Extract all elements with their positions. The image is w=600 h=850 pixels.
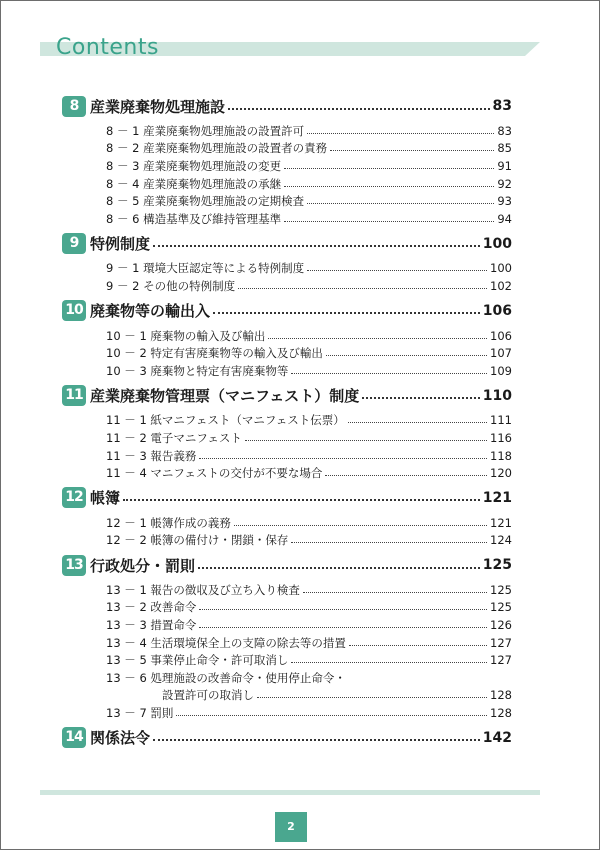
section-number: 8 － 4: [106, 176, 140, 191]
section-entry[interactable]: [62, 447, 512, 465]
section-page: 126: [490, 618, 512, 633]
leader-dots: [348, 421, 487, 423]
chapter-page: 110: [482, 387, 512, 404]
section-title: 事業停止命令・許可取消し: [150, 653, 289, 668]
section-number: 10 － 3: [106, 363, 147, 378]
section-page: 128: [490, 688, 512, 703]
chapter-page: 125: [482, 557, 512, 574]
section-title: 措置命令: [150, 618, 197, 633]
section-title: 産業廃棄物処理施設の承継: [143, 176, 282, 191]
section-entry[interactable]: [62, 532, 512, 550]
chapter-entry[interactable]: [62, 549, 512, 581]
leader-dots: [199, 457, 487, 459]
section-page: 91: [497, 158, 512, 173]
section-number: 9 － 2: [106, 278, 140, 293]
section-page: 100: [490, 261, 512, 276]
chapter-title: 特例制度: [90, 235, 151, 254]
chapter-title: 関係法令: [90, 729, 151, 748]
section-entry[interactable]: [62, 362, 512, 380]
section-title: 帳簿の備付け・閉鎖・保存: [150, 533, 289, 548]
section-entry[interactable]: [62, 344, 512, 362]
section-entry[interactable]: [62, 210, 512, 228]
section-title: 罰則: [150, 706, 174, 721]
section-page: 85: [497, 141, 512, 156]
leader-dots: [291, 372, 487, 374]
chapter-page: 83: [492, 98, 512, 114]
section-page: 125: [490, 582, 512, 597]
section-entry[interactable]: [62, 599, 512, 617]
section-entry[interactable]: [62, 634, 512, 652]
section-entry[interactable]: [62, 157, 512, 175]
section-entry[interactable]: [62, 192, 512, 210]
leader-dots: [307, 202, 494, 204]
section-entry[interactable]: [62, 277, 512, 295]
leader-dots: [268, 337, 487, 339]
section-number: 10 － 1: [106, 328, 147, 343]
section-number: 8 － 2: [106, 141, 140, 156]
section-page: 93: [497, 194, 512, 209]
chapter-number-badge: 8: [62, 96, 86, 117]
section-number: 12 － 1: [106, 515, 147, 530]
chapter-title: 産業廃棄物管理票（マニフェスト）制度: [90, 387, 360, 406]
section-page: 127: [490, 653, 512, 668]
leader-dots: [153, 244, 480, 247]
section-entry[interactable]: [62, 581, 512, 599]
leader-dots: [228, 107, 490, 110]
section-page: 92: [497, 176, 512, 191]
section-title: マニフェストの交付が不要な場合: [150, 466, 323, 481]
section-number: 12 － 2: [106, 533, 147, 548]
chapter-number-badge: 14: [62, 727, 86, 748]
leader-dots: [325, 474, 487, 476]
section-page: 94: [497, 211, 512, 226]
leader-dots: [198, 566, 480, 569]
section-title: 設置許可の取消し: [162, 688, 254, 703]
section-page: 111: [490, 413, 512, 428]
footer-band: [40, 790, 540, 795]
section-title: 紙マニフェスト（マニフェスト伝票）: [150, 413, 345, 428]
section-number: 8 － 6: [106, 211, 140, 226]
chapter-entry[interactable]: [62, 90, 512, 122]
section-page: 107: [490, 346, 512, 361]
section-title: 帳簿作成の義務: [150, 515, 231, 530]
section-number: 13 － 7: [106, 706, 147, 721]
section-entry[interactable]: [62, 140, 512, 158]
section-number: 9 － 1: [106, 261, 140, 276]
chapter-title: 産業廃棄物処理施設: [90, 97, 226, 116]
section-entry[interactable]: [62, 464, 512, 482]
leader-dots: [284, 167, 494, 169]
page-title: Contents: [56, 35, 159, 60]
chapter-number-badge: 9: [62, 233, 86, 254]
section-title: 生活環境保全上の支障の除去等の措置: [150, 635, 346, 650]
chapter-number-badge: 13: [62, 555, 86, 576]
leader-dots: [349, 644, 487, 646]
leader-dots: [330, 149, 494, 151]
section-title: 報告の徴収及び立ち入り検査: [150, 582, 300, 597]
section-title: 特定有害廃棄物等の輸入及び輸出: [150, 346, 323, 361]
page-number: 2: [275, 812, 307, 842]
section-title: 産業廃棄物処理施設の設置者の責務: [143, 141, 328, 156]
leader-dots: [257, 696, 487, 698]
section-number: 8 － 5: [106, 194, 140, 209]
section-title: 環境大臣認定等による特例制度: [143, 261, 305, 276]
section-entry[interactable]: [62, 327, 512, 345]
section-title: その他の特例制度: [143, 278, 236, 293]
section-number: 11 － 1: [106, 413, 147, 428]
section-entry[interactable]: [62, 687, 512, 705]
section-title: 産業廃棄物処理施設の設置許可: [143, 123, 305, 138]
leader-dots: [362, 396, 480, 399]
section-page: 124: [490, 533, 512, 548]
section-number: 13 － 3: [106, 618, 147, 633]
chapter-title: 廃棄物等の輸出入: [90, 302, 211, 321]
section-page: 120: [490, 466, 512, 481]
section-title: 構造基準及び維持管理基準: [143, 211, 282, 226]
section-entry[interactable]: [62, 412, 512, 430]
section-title: 電子マニフェスト: [150, 430, 242, 445]
leader-dots: [234, 524, 487, 526]
section-number: 11 － 2: [106, 430, 147, 445]
section-number: 13 － 1: [106, 582, 147, 597]
section-number: 8 － 1: [106, 123, 140, 138]
chapter-number-badge: 10: [62, 300, 86, 321]
leader-dots: [199, 608, 487, 610]
chapter-title: 帳簿: [90, 489, 121, 508]
section-number: 10 － 2: [106, 346, 147, 361]
leader-dots: [303, 591, 487, 593]
leader-dots: [284, 220, 494, 222]
leader-dots: [307, 132, 494, 134]
section-number: 11 － 3: [106, 448, 147, 463]
section-entry[interactable]: [62, 122, 512, 140]
section-entry[interactable]: [62, 514, 512, 532]
section-entry[interactable]: [62, 651, 512, 669]
section-entry[interactable]: [62, 669, 512, 687]
section-page: 83: [497, 123, 512, 138]
chapter-page: 106: [482, 302, 512, 319]
section-number: 11 － 4: [106, 466, 147, 481]
leader-dots: [199, 626, 487, 628]
leader-dots: [291, 661, 487, 663]
section-page: 109: [490, 363, 512, 378]
section-entry[interactable]: [62, 616, 512, 634]
section-entry[interactable]: [62, 429, 512, 447]
leader-dots: [176, 714, 487, 716]
section-number: 13 － 2: [106, 600, 147, 615]
chapter-entry[interactable]: [62, 482, 512, 514]
section-entry[interactable]: [62, 260, 512, 278]
section-title: 廃棄物と特定有害廃棄物等: [150, 363, 289, 378]
chapter-page: 121: [482, 489, 512, 506]
section-page: 121: [490, 515, 512, 530]
section-number: 13 － 6: [106, 670, 147, 685]
section-entry[interactable]: [62, 704, 512, 722]
section-title: 産業廃棄物処理施設の変更: [143, 158, 282, 173]
leader-dots: [284, 185, 494, 187]
chapter-entry[interactable]: [62, 380, 512, 412]
section-page: 102: [490, 278, 512, 293]
section-entry[interactable]: [62, 175, 512, 193]
leader-dots: [238, 287, 487, 289]
chapter-page: 142: [482, 729, 512, 746]
chapter-number-badge: 11: [62, 385, 86, 406]
section-title: 産業廃棄物処理施設の定期検査: [143, 194, 305, 209]
section-page: 128: [490, 706, 512, 721]
section-number: 13 － 4: [106, 635, 147, 650]
section-page: 118: [490, 448, 512, 463]
chapter-entry[interactable]: [62, 722, 512, 754]
leader-dots: [123, 498, 480, 501]
chapter-title: 行政処分・罰則: [90, 556, 196, 575]
section-page: 127: [490, 635, 512, 650]
section-title: 処理施設の改善命令・使用停止命令・: [150, 670, 346, 685]
section-page: 106: [490, 328, 512, 343]
table-of-contents: [62, 90, 512, 754]
leader-dots: [307, 269, 487, 271]
section-title: 改善命令: [150, 600, 197, 615]
section-title: 報告義務: [150, 448, 197, 463]
leader-dots: [291, 541, 487, 543]
section-number: 13 － 5: [106, 653, 147, 668]
chapter-number-badge: 12: [62, 487, 86, 508]
chapter-page: 100: [482, 235, 512, 252]
section-title: 廃棄物の輸入及び輸出: [150, 328, 266, 343]
section-page: 125: [490, 600, 512, 615]
leader-dots: [153, 738, 480, 741]
section-page: 116: [490, 430, 512, 445]
section-number: 8 － 3: [106, 158, 140, 173]
leader-dots: [326, 354, 487, 356]
leader-dots: [213, 311, 480, 314]
chapter-entry[interactable]: [62, 295, 512, 327]
leader-dots: [245, 439, 487, 441]
chapter-entry[interactable]: [62, 228, 512, 260]
